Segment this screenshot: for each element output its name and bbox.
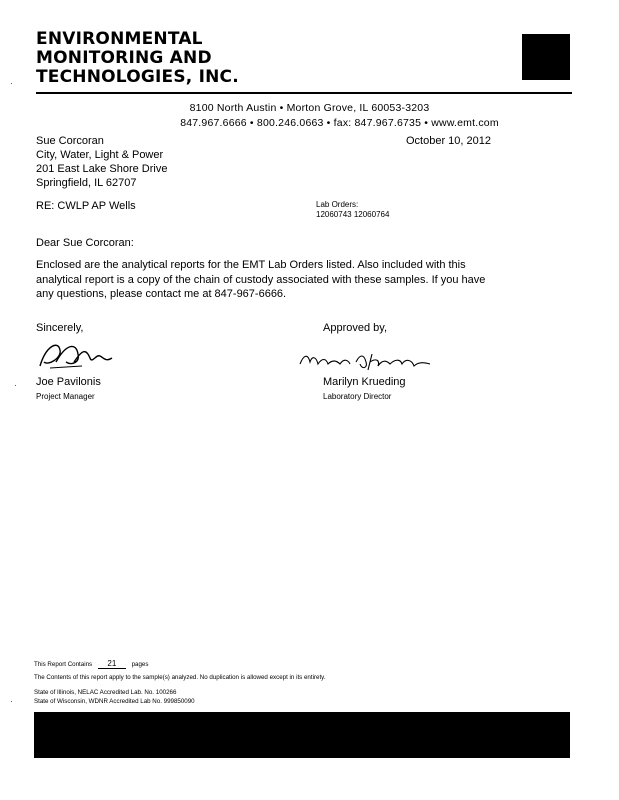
signer-left-title: Project Manager [36, 392, 95, 401]
footer-lab-number-wi: State of Wisconsin, WDNR Accredited Lab No. 999850090 [34, 698, 195, 705]
scan-mark: · [14, 380, 17, 390]
signature-joe-pavilonis [36, 336, 116, 376]
company-contact: 847.967.6666 • 800.246.0663 • fax: 847.967.6735 • www.emt.com [180, 117, 499, 129]
signer-right-name: Marilyn Krueding [323, 376, 406, 388]
company-name-line1: ENVIRONMENTAL [36, 29, 203, 49]
recipient-street: 201 East Lake Shore Drive [36, 163, 168, 175]
footer-disclaimer: The Contents of this report apply to the sample(s) analyzed. No duplication is allowed except in its entirety. [34, 674, 326, 681]
lab-orders-value: 12060743 12060764 [316, 210, 390, 219]
recipient-name: Sue Corcoran [36, 135, 104, 147]
letter-date: October 10, 2012 [406, 135, 492, 147]
page-count-line [34, 659, 148, 669]
company-name-line3: TECHNOLOGIES, INC. [36, 67, 239, 87]
lab-orders-label: Lab Orders: [316, 200, 359, 209]
header-rule [36, 92, 572, 94]
logo-block [522, 34, 570, 80]
company-name-line2: MONITORING AND [36, 48, 212, 68]
recipient-org: City, Water, Light & Power [36, 149, 164, 161]
signer-right-title: Laboratory Director [323, 392, 392, 401]
recipient-city: Springfield, IL 62707 [36, 177, 137, 189]
page-count-suffix: pages [131, 661, 149, 668]
re-line: RE: CWLP AP Wells [36, 200, 136, 212]
company-name [36, 30, 239, 87]
page-count-prefix: This Report Contains [34, 661, 93, 668]
scan-mark: · [10, 696, 13, 706]
salutation: Dear Sue Corcoran: [36, 237, 134, 249]
closing-sincerely: Sincerely, [36, 322, 84, 334]
page-count-value: 21 [98, 659, 126, 669]
signer-left-name: Joe Pavilonis [36, 376, 101, 388]
company-address: 8100 North Austin • Morton Grove, IL 60053-3203 [189, 102, 430, 114]
body-paragraph: Enclosed are the analytical reports for the EMT Lab Orders listed. Also included with this analytical report is a copy of the chain of custody associated with these samples. If you have any questions, please contact me at 847-967-6666. [36, 259, 486, 300]
scan-mark: · [10, 78, 13, 88]
signature-marilyn-krueding [296, 348, 436, 374]
footer-lab-number-il: State of Illinois, NELAC Accredited Lab. No. 100266 [34, 689, 177, 696]
closing-approved: Approved by, [323, 322, 388, 334]
recipient-block [36, 134, 167, 190]
footer-bar [34, 712, 570, 758]
